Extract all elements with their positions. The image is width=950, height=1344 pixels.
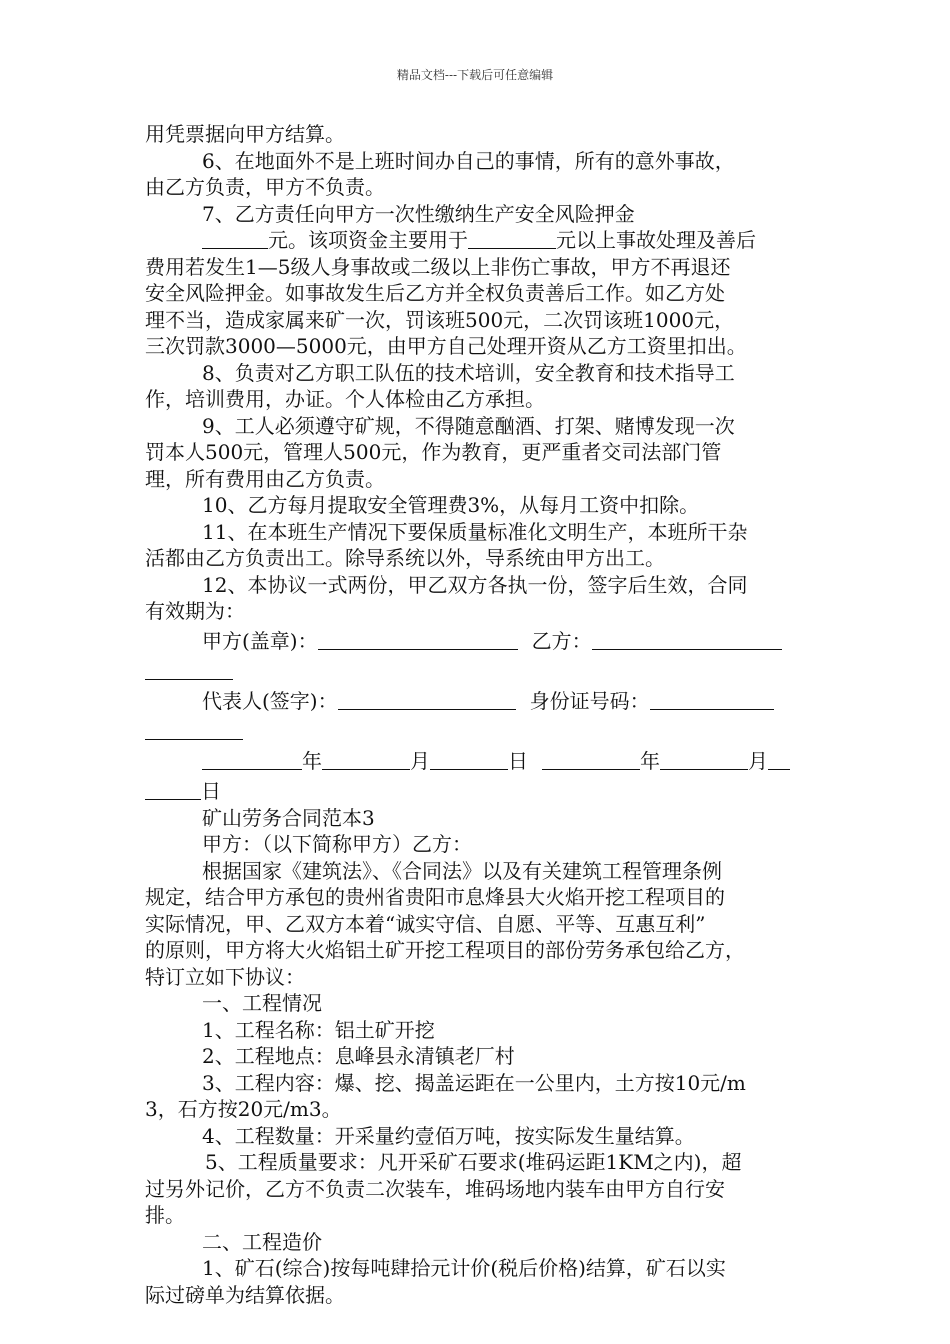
paragraph-line: 费用若发生1—5级人身事故或二级以上非伤亡事故，甲方不再退还 (145, 254, 731, 279)
party-a-blank (318, 630, 518, 650)
party-b-label: 乙方： (531, 628, 592, 653)
paragraph-line: 7、乙方责任向甲方一次性缴纳生产安全风险押金 (202, 201, 635, 226)
deposit-text: 元以上事故处理及善后 (556, 228, 756, 252)
paragraph-line: 有效期为： (145, 599, 245, 623)
blank-field (145, 720, 243, 740)
paragraph-line: 9、工人必须遵守矿规，不得随意酗酒、打架、赌博发现一次 (202, 413, 735, 438)
paragraph-line: 三次罚款3000—5000元，由甲方自己处理开资从乙方工资里扣出。 (145, 334, 747, 358)
paragraph-line: 过另外记价，乙方不负责二次装车，堆码场地内装车由甲方自行安 (145, 1176, 725, 1201)
day-label: 日 (508, 748, 528, 773)
date-line-continuation (145, 777, 810, 805)
paragraph-line: 特订立如下协议： (145, 964, 305, 989)
blank-field (468, 229, 556, 249)
date-line (145, 745, 810, 777)
paragraph-line: 活都由乙方负责出工。除导系统以外，导系统由甲方出工。 (145, 546, 665, 570)
paragraph-line (145, 227, 810, 254)
year-blank (542, 750, 640, 770)
signature-line-rep (145, 685, 810, 717)
party-b-blank (592, 630, 782, 650)
month-label: 月 (748, 748, 768, 773)
paragraph-line: 根据国家《建筑法》、《合同法》以及有关建筑工程管理条例 (202, 858, 722, 883)
party-a-label: 甲方(盖章)： (202, 628, 318, 653)
list-item: 4、工程数量：开采量约壹佰万吨，按实际发生量结算。 (202, 1123, 695, 1148)
list-item: 3、工程内容：爆、挖、揭盖运距在一公里内，土方按10元/m (202, 1070, 746, 1095)
paragraph-line: 际过磅单为结算依据。 (145, 1282, 345, 1307)
year-label: 年 (640, 748, 660, 773)
year-label: 年 (302, 748, 322, 773)
signature-line-party (145, 625, 810, 657)
year-blank (202, 750, 302, 770)
document-body (145, 121, 810, 1308)
parties-line: 甲方：（以下简称甲方）乙方： (202, 832, 472, 856)
rep-blank (338, 690, 516, 710)
paragraph-line: 由乙方负责，甲方不负责。 (145, 175, 385, 199)
list-item: 5、工程质量要求：凡开采矿石要求(堆码运距1KM之内)，超 (205, 1150, 742, 1174)
day-label: 日 (201, 778, 221, 803)
paragraph-line: 规定，结合甲方承包的贵州省贵阳市息烽县大火焰开挖工程项目的 (145, 885, 725, 909)
month-blank (660, 750, 748, 770)
page-header: 精品文档---下载后可任意编辑 (396, 68, 554, 82)
month-label: 月 (410, 748, 430, 773)
deposit-text: 元。该项资金主要用于 (268, 228, 468, 252)
list-item: 2、工程地点：息峰县永清镇老厂村 (202, 1044, 515, 1068)
blank-field (202, 229, 268, 249)
blank-field (145, 660, 233, 680)
paragraph-line: 安全风险押金。如事故发生后乙方并全权负责善后工作。如乙方处 (145, 281, 725, 305)
paragraph-line: 11、在本班生产情况下要保质量标准化文明生产，本班所干杂 (202, 519, 748, 544)
paragraph-line: 的原则，甲方将大火焰铝土矿开挖工程项目的部份劳务承包给乙方， (145, 938, 745, 962)
paragraph-line: 12、本协议一式两份，甲乙双方各执一份，签字后生效，合同 (202, 572, 748, 597)
list-item: 1、工程名称：铝土矿开挖 (202, 1017, 435, 1042)
paragraph-line: 实际情况，甲、乙双方本着“诚实守信、自愿、平等、互惠互利” (145, 911, 706, 936)
id-blank (650, 690, 774, 710)
signature-line-continuation (145, 657, 810, 685)
section-heading: 一、工程情况 (202, 991, 322, 1015)
section-title: 矿山劳务合同范本3 (202, 805, 375, 830)
list-item: 1、矿石(综合)按每吨肆拾元计价(税后价格)结算，矿石以实 (202, 1256, 726, 1280)
paragraph-line: 6、在地面外不是上班时间办自己的事情，所有的意外事故， (202, 148, 735, 173)
month-blank (322, 750, 410, 770)
paragraph-line: 理，所有费用由乙方负责。 (145, 466, 385, 491)
paragraph-line: 10、乙方每月提取安全管理费3%，从每月工资中扣除。 (202, 493, 700, 517)
paragraph-line: 罚本人500元，管理人500元，作为教育，更严重者交司法部门管 (145, 440, 722, 464)
signature-line-continuation (145, 717, 810, 745)
day-blank (768, 750, 790, 770)
paragraph-line: 用凭票据向甲方结算。 (145, 122, 345, 146)
section-heading: 二、工程造价 (202, 1229, 322, 1254)
rep-label: 代表人(签字)： (202, 688, 338, 713)
paragraph-line: 3，石方按20元/m3。 (145, 1097, 342, 1121)
day-blank (430, 750, 508, 770)
paragraph-line: 作，培训费用，办证。个人体检由乙方承担。 (145, 387, 545, 411)
id-label: 身份证号码： (529, 688, 650, 713)
paragraph-line: 排。 (145, 1203, 185, 1227)
day-blank (145, 780, 201, 800)
paragraph-line: 8、负责对乙方职工队伍的技术培训，安全教育和技术指导工 (202, 360, 735, 385)
paragraph-line: 理不当，造成家属来矿一次，罚该班500元，二次罚该班1000元， (145, 307, 735, 332)
